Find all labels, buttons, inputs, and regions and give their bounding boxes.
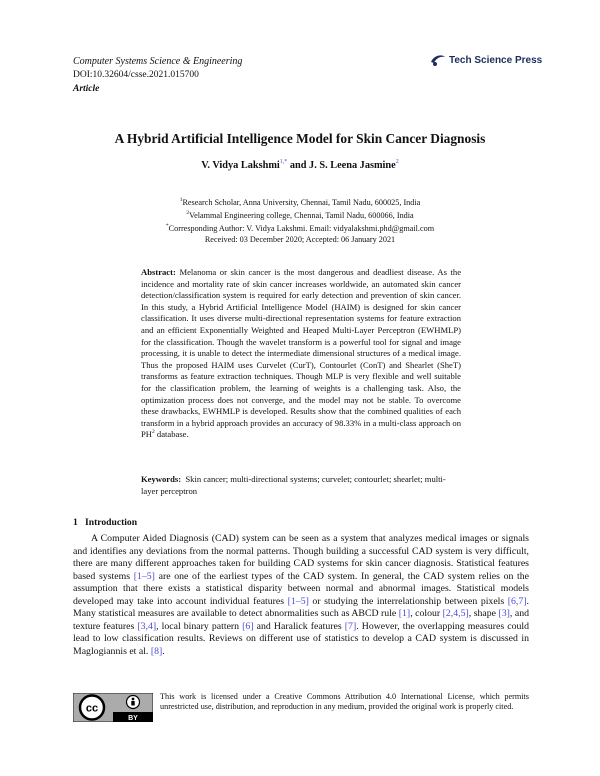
article-type: Article bbox=[73, 84, 100, 94]
abstract bbox=[141, 267, 461, 441]
intro-text: and Haralick features bbox=[253, 620, 345, 632]
affiliation-line bbox=[0, 195, 600, 208]
doi[interactable]: DOI:10.32604/csse.2021.015700 bbox=[73, 70, 199, 80]
abstract-tail: database. bbox=[154, 429, 189, 440]
section-number: 1 bbox=[73, 517, 78, 528]
citation-link[interactable]: [1–5] bbox=[133, 570, 155, 582]
abstract-label: Abstract: bbox=[141, 267, 176, 277]
keywords-label: Keywords: bbox=[141, 474, 182, 484]
author-affil-mark[interactable]: 1,* bbox=[279, 159, 288, 165]
paper-title: A Hybrid Artificial Intelligence Model for Skin Cancer Diagnosis bbox=[114, 131, 486, 146]
citation-link[interactable]: [3,4] bbox=[137, 620, 157, 632]
author-affil-mark[interactable]: 2 bbox=[395, 159, 399, 165]
intro-paragraph bbox=[73, 533, 529, 658]
citation-link[interactable]: [6,7] bbox=[507, 595, 527, 607]
publisher-swoosh-icon bbox=[430, 53, 446, 67]
received-dates: Received: 03 December 2020; Accepted: 06 January 2021 bbox=[204, 235, 396, 244]
person-head-icon bbox=[132, 698, 135, 701]
author-name: J. S. Leena Jasmine bbox=[309, 160, 396, 171]
citation-link[interactable]: [7] bbox=[344, 620, 357, 632]
affiliation-line bbox=[0, 208, 600, 221]
affiliation-text: Velammal Engineering college, Chennai, Tamil Nadu, 600066, India bbox=[189, 211, 414, 220]
affiliation-text: Corresponding Author: V. Vidya Lakshmi. Email: vidyalakshmi.phd@gmail.com bbox=[168, 224, 435, 233]
citation-link[interactable]: [8] bbox=[150, 645, 163, 657]
publisher-logo bbox=[430, 53, 542, 67]
citation-link[interactable]: [1] bbox=[398, 608, 411, 619]
citation-link[interactable]: [2,4,5] bbox=[442, 608, 469, 619]
intro-text: . However, the overlapping measures could lead to low classification results. Reviews on different use of statistics to develop a CAD system is discussed in Maglogiannis et al. bbox=[73, 620, 530, 657]
affiliation-mark: * bbox=[165, 223, 169, 229]
section-title: Introduction bbox=[85, 517, 138, 528]
cc-by-license-badge[interactable] bbox=[73, 693, 153, 722]
publisher-name: Tech Science Press bbox=[449, 54, 543, 66]
intro-text: or studying the interrelationship between pixels bbox=[308, 595, 508, 607]
person-body-icon bbox=[131, 701, 134, 706]
intro-text: are one of the earliest types of the CAD system. In general, the CAD system relies on the assumption that there exists a statistical disparity between normal and abnormal images. Statistical models developed may take into account individual features bbox=[73, 570, 530, 607]
intro-text: , and texture features bbox=[73, 608, 529, 632]
author-conjunction: and bbox=[289, 160, 307, 171]
affiliation-mark: 2 bbox=[186, 210, 190, 216]
affiliation-mark: 1 bbox=[179, 197, 183, 203]
intro-text: , shape bbox=[468, 608, 499, 619]
license-text: This work is licensed under a Creative Commons Attribution 4.0 International License, which permits unrestricted use, distribution, and reproduction in any medium, provided the original work is properly cited. bbox=[160, 692, 529, 712]
affiliation-text: Research Scholar, Anna University, Chennai, Tamil Nadu, 600025, India bbox=[182, 198, 421, 207]
intro-text: A Computer Aided Diagnosis (CAD) system can be seen as a system that analyzes medical images or signals and identifies any deviations from the normal patterns. Though building a successful CAD system is very difficult, there are many different approaches taken for building CAD systems for skin cancer diagnosis. Statistical features based systems bbox=[73, 533, 529, 582]
citation-link[interactable]: [6] bbox=[242, 620, 254, 632]
corresponding-author bbox=[0, 221, 600, 234]
author-line bbox=[0, 159, 600, 171]
citation-link[interactable]: [3] bbox=[498, 608, 510, 619]
badge-cc-text: cc bbox=[85, 702, 99, 715]
intro-text: , colour bbox=[410, 608, 443, 619]
intro-text: . Many statistical measures are available to detect abnormalities such as ABCD rule bbox=[73, 595, 529, 619]
intro-text: , local binary pattern bbox=[156, 620, 243, 632]
author-name: V. Vidya Lakshmi bbox=[201, 160, 280, 171]
intro-text: . bbox=[162, 645, 165, 657]
affiliations bbox=[0, 195, 600, 245]
abstract-superscript: 2 bbox=[152, 429, 155, 436]
abstract-text: Melanoma or skin cancer is the most dangerous and deadliest disease. As the incidence and mortality rate of skin cancer increases worldwide, an automated skin cancer detection/classification system is required for early detection and prevention of skin cancer. In this study, a Hybrid Artificial Intelligence Model (HAIM) is designed for skin cancer classification. It uses diverse multi-directional representation systems for feature extraction and an efficient Exponentially Weighted and Heaped Multi-Layer Perceptron (EWHMLP) for the classification. Though the wavelet transform is a powerful tool for signal and image processing, it is unable to detect the intermediate dimensional structures of a medical image. Thus the proposed HAIM uses Curvelet (CurT), Contourlet (ConT) and Shearlet (SheT) transforms as feature extraction techniques. Though MLP is very flexible and well suitable for the classification problem, the learning of weights is a challenging task. Also, the optimization process does not converge, and the model may not be stable. To overcome these drawbacks, EWHMLP is developed. Results show that the combined qualities of each transform in a hybrid approach provides an accuracy of 98.33% in a multi-class approach on PH bbox=[141, 267, 462, 440]
section-heading bbox=[73, 517, 137, 528]
keywords bbox=[141, 474, 461, 497]
keywords-text: Skin cancer; multi-directional systems; curvelet; contourlet; shearlet; multi-layer perceptron bbox=[141, 474, 446, 496]
badge-by-text: BY bbox=[128, 715, 138, 722]
journal-name: Computer Systems Science & Engineering bbox=[73, 56, 243, 67]
citation-link[interactable]: [1–5] bbox=[287, 595, 309, 607]
